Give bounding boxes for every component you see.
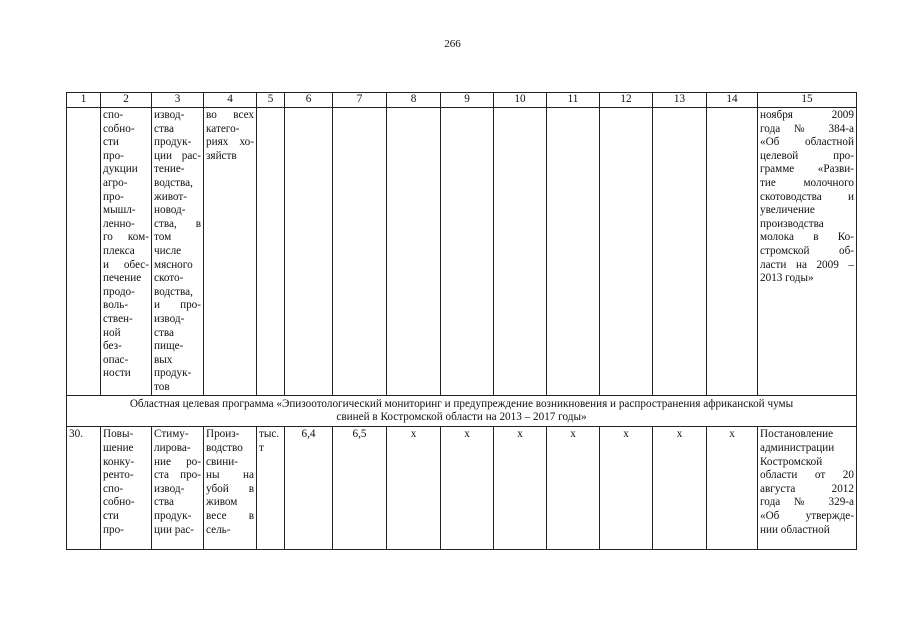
cell-line: тыс. <box>259 428 280 441</box>
cell-line: молока в Ко- <box>760 231 854 244</box>
header-col-9: 9 <box>441 93 494 108</box>
row30-col14: х <box>707 427 758 550</box>
cell-line: плекса <box>103 244 135 257</box>
cell-line: области от 20 <box>760 469 854 482</box>
cell-line: водство <box>206 442 243 455</box>
program-title-line-2: свиней в Костромской области на 2013 – 2017 годы» <box>336 411 587 424</box>
row30-col6: 6,4 <box>285 427 333 550</box>
cell-line: числе <box>154 244 182 257</box>
cell-line: грамме «Разви- <box>760 163 854 176</box>
cell-line: ласти на 2009 – <box>760 258 854 271</box>
cell-line: и про- <box>154 299 201 312</box>
cell-line: том <box>154 231 172 244</box>
row30-col7: 6,5 <box>333 427 387 550</box>
header-col-15: 15 <box>758 93 857 108</box>
cell-line: увеличение <box>760 204 815 217</box>
cell-line: ства <box>154 326 174 339</box>
cell-line: стромской об- <box>760 244 854 257</box>
cell-line: ства, в <box>154 217 201 230</box>
cell-col6 <box>285 108 333 396</box>
cell-line: Постановление <box>760 428 834 441</box>
header-col-1: 1 <box>67 93 101 108</box>
header-col-8: 8 <box>387 93 441 108</box>
cell-line: года № 329-а <box>760 496 854 509</box>
cell-line: сель- <box>206 523 231 536</box>
row30-col12: х <box>600 427 653 550</box>
header-col-5: 5 <box>257 93 285 108</box>
cell-line: ции рас- <box>154 523 195 536</box>
program-title-row <box>67 396 857 427</box>
cell-line: ности <box>103 367 131 380</box>
cell-line: ны на <box>206 469 254 482</box>
header-col-7: 7 <box>333 93 387 108</box>
cell-col13 <box>653 108 707 396</box>
cell-line: го ком- <box>103 231 149 244</box>
cell-line: извод- <box>154 482 185 495</box>
cell-line: во всех <box>206 109 254 121</box>
cell-line: пище- <box>154 340 184 353</box>
header-col-3: 3 <box>152 93 204 108</box>
cell-col5 <box>257 108 285 396</box>
cell-line: вых <box>154 353 173 366</box>
cell-line: ското- <box>154 272 184 285</box>
program-title <box>67 396 857 427</box>
cell-line: ста про- <box>154 469 201 482</box>
cell-line: «Об областной <box>760 136 854 149</box>
program-title-line-1: Областная целевая программа «Эпизоотологический мониторинг и предупреждение возникновения и распространения африканской чумы <box>129 397 794 410</box>
cell-line: водства, <box>154 176 193 189</box>
cell-line: сти <box>103 136 119 149</box>
cell-line: тение- <box>154 163 185 176</box>
cell-line: весе в <box>206 510 254 523</box>
cell-line: и обес- <box>103 258 149 271</box>
cell-col15 <box>758 108 857 396</box>
row30-col3 <box>152 427 204 550</box>
cell-line: тов <box>154 380 170 393</box>
cell-line: продук- <box>154 510 192 523</box>
continuation-row <box>67 108 857 396</box>
cell-line: продо- <box>103 285 135 298</box>
row-number: 30. <box>67 427 101 550</box>
cell-line: производства <box>760 217 824 230</box>
cell-line: Произ- <box>206 428 240 441</box>
header-col-14: 14 <box>707 93 758 108</box>
cell-line: печение <box>103 272 142 285</box>
cell-line: убой в <box>206 482 254 495</box>
page-number: 266 <box>444 38 461 50</box>
row30-col2 <box>101 427 152 550</box>
header-col-11: 11 <box>547 93 600 108</box>
header-col-13: 13 <box>653 93 707 108</box>
cell-col14 <box>707 108 758 396</box>
cell-line: ства <box>154 122 174 135</box>
row30-col13: х <box>653 427 707 550</box>
cell-line: целевой про- <box>760 149 854 162</box>
cell-line: живот- <box>154 190 187 203</box>
cell-line: Костромской <box>760 455 823 468</box>
cell-col12 <box>600 108 653 396</box>
cell-line: августа 2012 <box>760 482 854 495</box>
cell-line: риях хо- <box>206 136 254 149</box>
cell-line: сти <box>103 510 119 523</box>
row30-col4 <box>204 427 257 550</box>
cell-line: мышл- <box>103 204 136 217</box>
cell-line: водства, <box>154 285 193 298</box>
cell-line: «Об утвержде- <box>760 510 854 523</box>
cell-line: дукции <box>103 163 138 176</box>
cell-line: мясного <box>154 258 193 271</box>
cell-line: шение <box>103 442 134 455</box>
cell-line: спо- <box>103 109 124 121</box>
cell-line: продук- <box>154 367 192 380</box>
cell-line: продук- <box>154 136 192 149</box>
header-col-10: 10 <box>494 93 547 108</box>
cell-col8 <box>387 108 441 396</box>
row30-col15 <box>758 427 857 550</box>
header-col-6: 6 <box>285 93 333 108</box>
row30-col10: х <box>494 427 547 550</box>
header-col-12: 12 <box>600 93 653 108</box>
cell-line: лирова- <box>154 442 191 455</box>
cell-line: т <box>259 442 264 455</box>
cell-line: катего- <box>206 122 240 135</box>
cell-line: свини- <box>206 455 238 468</box>
cell-line: ствен- <box>103 312 133 325</box>
header-row <box>67 93 857 108</box>
row30-col11: х <box>547 427 600 550</box>
cell-line: нии областной <box>760 523 830 536</box>
cell-line: про- <box>103 190 124 203</box>
cell-line: без- <box>103 340 122 353</box>
cell-line: 2013 годы» <box>760 272 814 285</box>
cell-line: извод- <box>154 312 185 325</box>
cell-col7 <box>333 108 387 396</box>
cell-col4 <box>204 108 257 396</box>
cell-line: ной <box>103 326 121 339</box>
cell-line: скотоводства и <box>760 190 854 203</box>
cell-line: конку- <box>103 455 135 468</box>
cell-line: новод- <box>154 204 186 217</box>
cell-line: про- <box>103 523 124 536</box>
header-col-4: 4 <box>204 93 257 108</box>
row30-col5 <box>257 427 285 550</box>
cell-col2 <box>101 108 152 396</box>
cell-line: года № 384-а <box>760 122 854 135</box>
cell-line: агро- <box>103 176 128 189</box>
cell-line: извод- <box>154 109 185 121</box>
cell-col3 <box>152 108 204 396</box>
cell-col10 <box>494 108 547 396</box>
cell-line: ленно- <box>103 217 135 230</box>
cell-line: ноября 2009 <box>760 109 854 121</box>
cell-line: воль- <box>103 299 129 312</box>
cell-col9 <box>441 108 494 396</box>
cell-col11 <box>547 108 600 396</box>
data-table <box>66 92 857 550</box>
cell-line: ренто- <box>103 469 134 482</box>
cell-line: ние ро- <box>154 455 201 468</box>
cell-line: собно- <box>103 122 135 135</box>
table-row-30 <box>67 427 857 550</box>
row30-col8: х <box>387 427 441 550</box>
cell-line: зяйств <box>206 149 237 162</box>
cell-line: ства <box>154 496 174 509</box>
cell-line: Стиму- <box>154 428 189 441</box>
cell-line: опас- <box>103 353 129 366</box>
cell-line: спо- <box>103 482 124 495</box>
cell-line: живом <box>206 496 238 509</box>
cell-line: Повы- <box>103 428 134 441</box>
cell-line: собно- <box>103 496 135 509</box>
header-col-2: 2 <box>101 93 152 108</box>
row30-col9: х <box>441 427 494 550</box>
cell-line: ции рас- <box>154 149 201 162</box>
cell-line: тие молочного <box>760 176 854 189</box>
cell-line: про- <box>103 149 124 162</box>
cell-line: администрации <box>760 442 835 455</box>
cell-col1 <box>67 108 101 396</box>
